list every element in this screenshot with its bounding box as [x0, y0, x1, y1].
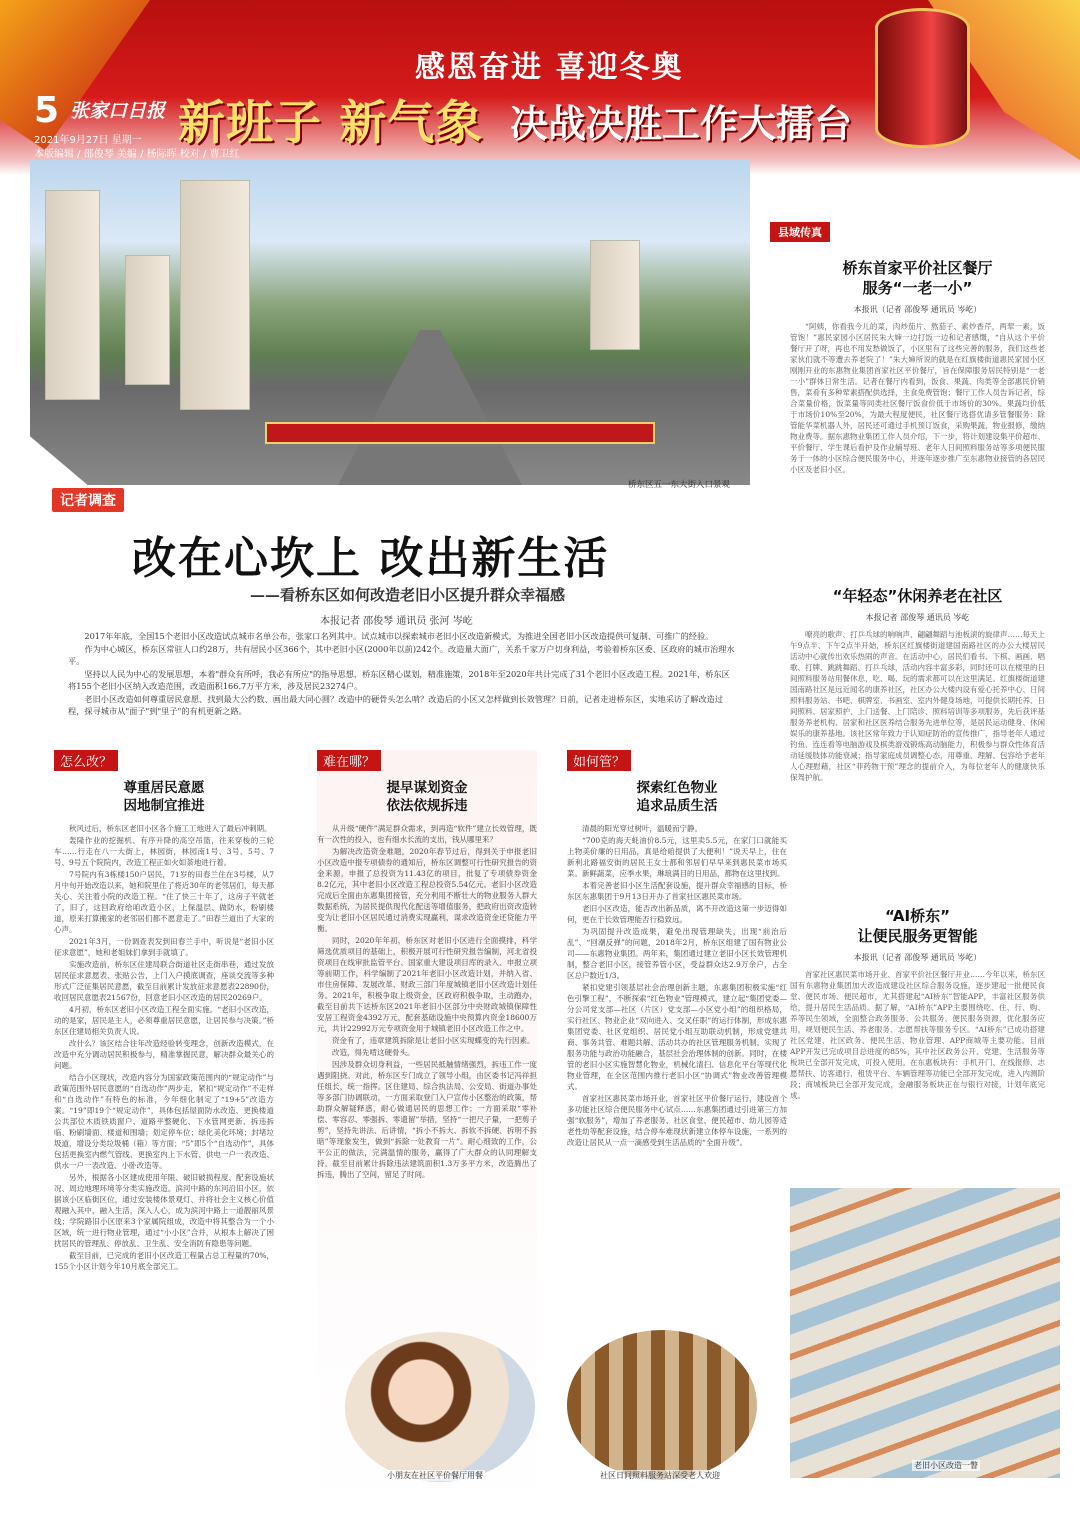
- paragraph: 同时，2020年年初，桥东区对老旧小区进行全面摸排，科学筛选优质项目的基础上，积极开展可行性研究报告编制，河北省投资项目在线审批监管平台、国家重大建设项目库的录入、申报立项等前期工作，科学编制了2021年老旧小区改造计划，并纳入省、市住房保障、发展改革、财政三部门年度城镇老旧小区改造计划任务。2021年，积极争取上级资金，区政府积极争取，主动跑办，截至目前共下达桥东区2021年老旧小区部分中央财政城镇保障性安居工程资金4392万元，配套基础设施中央预算内资金18600万元，共计22992万元专项资金用于城镇老旧小区改造工作之中。: [317, 936, 537, 1033]
- paragraph: 紧扣党建引领基层社会治理创新主题，东惠集团积极实施“红色引擎工程”，不断探索“红色物业”管理模式，建立起“集团党委—分公司党支部—社区（片区）党支部—小区党小组”的组织格局，实行社区、物业企业“双向进入、交叉任职”的运行体制，形成东惠集团党委、社区党组织、居民党小组互助联动机制，形成党建共商、事务共管、难题共解、活动共办的社区管理服务机制，实现了服务功能与政治功能融合，基层社会治理体制的创新。同时，在楼管的老旧小区实施智慧化物业，机械化清扫、信息化平台等现代化物业管理，在全区范围内推行老旧小区“协调式”物业改善管理模式。: [567, 983, 787, 1091]
- sidebar-article-ai: [790, 906, 1045, 1186]
- paragraph: 资金有了，违章建筑拆除是让老旧小区实现蝶变的先行因素。: [332, 1036, 535, 1045]
- section-body: [54, 823, 274, 1272]
- sidebar-article-elderly: [790, 586, 1045, 886]
- section-label: 怎么改？: [54, 750, 118, 771]
- editor-credits: 本版编辑 / 邵俊琴 美编 / 杨际晖 校对 / 曹卫红: [34, 149, 240, 160]
- intro-paragraph: 作为中心城区，桥东区常驻人口约28万，共有居民小区366个，其中老旧小区(2000年以前)242个。改造量大面广，关系千家万户切身利益，考验着桥东区委、区政府的城市治理水平。: [68, 644, 735, 666]
- sidebar-article-canteen: [790, 258, 1045, 558]
- sidebar-title: “AI桥东” 让便民服务更智能: [857, 907, 978, 945]
- photo-caption: 桥东区五一东大街入口景观: [628, 480, 731, 490]
- paragraph: 改什么？该区结合往年改造经验转变理念，创新改造模式，在改造中充分调动居民积极参与，精准掌握民意，解决群众最关心的问题。: [54, 1039, 274, 1070]
- paragraph: 清晨的阳光穿过树叶，温暖而宁静。: [582, 824, 702, 833]
- column-how-to-renovate: [54, 750, 274, 1510]
- paper-logo: 张家口日报: [70, 100, 166, 122]
- sidebar-body: 首家社区惠民菜市场开业、首家平价社区餐厅开业……今年以来，桥东区国有东惠物业集团加大改造成建设社区综合服务设施，逐步建起一批便民食堂、便民市场、便民超市，尤其搭建起“AI桥东”智能APP，丰富社区服务供给，提升居民生活品质。据了解，“AI桥东”APP主要围绕吃、住、行、购、养等民生领域，全面整合政务服务、公共服务、便民服务资源，优化服务应用，规划便民生活、养老服务、志愿帮扶等服务专区。“AI桥东”已成功搭建社区党建、社区政务、便民生活、物业管理、APP商城等主要功能。目前APP开发已完成项目总进度的85%，其中社区政务公开、党建、生活服务等板块已全部开发完成，可投入使用。在东惠板块有：手机开门、在线报修、志愿帮扶、访客通行、租赁平台、车辆管理等功能已全部开发完成，进入内测阶段；商城板块已全部开发完成，金融服务板块正在与银行对接，计划年底完成。: [790, 970, 1045, 1100]
- sidebar-body: 嘹亮的歌声、打乒乓球的响响声、翩翩舞蹈与池板滚的旋律声……每天上午9点半、下午2点半开始，桥东区红旗楼街道建国南路社区的办公大楼居民活动中心就传出欢乐热闹的声音。在活动中心，居民们看书、下棋、画画、唱歌、打牌、跳跳舞蹈、打乒乓球，活动内容丰富多彩，同时还可以在楼里的日间照料服务站用餐休息，吃、喝、玩的需求都可以在这里满足。红旗楼街道建国南路社区是远近闻名的康养社区，社区办公大楼内设有爱心托养中心、日间照料服务站、书吧、棋牌室、书画室、室内外健身场地，可提供长期托养、日间照料、居家照护、上门送餐、上门陪诊、照料培训等多项服务，先后获评基服务养老机构、居家和社区医养结合服务先进单位等，是居民运动健身、休闲娱乐的康养基地。该社区常年致力于认知症防治的宣传推广，指导老年人通过钓鱼、连连看等电脑游戏及棋类游戏锻炼高动脑能力，积极参与群众性体育活动延缓肢体功能衰减；指导家庭成员调整心态，用尊重、理解、包容给予老年人心理慰藉，社区“菲药物干预”理念的提前介入，为每位老年人的健康快乐保驾护航。: [790, 630, 1045, 782]
- paragraph: 截至目前，已完成的老旧小区改造工程量占总工程量的70%，155个小区计划今年10月底全部完工。: [54, 1251, 274, 1271]
- article-intro: [68, 630, 736, 718]
- paragraph: 为解决改造资金难题，2020年春节过后，得到关于申报老旧小区改造中报专项债券的通知后，桥东区调整可行性研究报告的资金来源，申报了总投资为11.43亿的项目，批复了专项债券资金8.2亿元，其中老旧小区改造工程总投资5.54亿元。老旧小区改造完成后全面由东惠集团接管，充分利用不断壮大的物业服务人群大数据系统，为居民提供现代化配送等增值服务，把政府出资改造转变为让老旧小区居民通过消费实现赢利，谋求改造资金还贷能力平衡。: [317, 847, 537, 933]
- sidebar-byline: 本报记者 邵俊琴 通讯员 岑屹: [865, 613, 970, 622]
- sidebar-body: “阿姨，你看我今儿的菜，肉炒茄片、熬茄子、素炒香芹，两荤一素，饭管饱！”惠民家园小区居民朱大婶一边打饭一边和记者感慨，“自从这个平价餐厅开了呀，再也不用发愁做饭了，小区里有了这些完善的服务，我们这些老家伙们就不等遭去养老院了！”朱大婶所说的就是在红旗楼街道惠民家园小区刚刚开业的东惠物业集团首家社区平价餐厅，旨在保障服务居民特别是“一老一小”群体日常生活。记者在餐厅内看到，饭食、果蔬、肉类等全部惠民价销售，菜肴有多种荤素搭配供选择，主食免费管饱；餐厅工作人员告诉记者，综合菜量价格，饭菜量等同类社区餐厅饭食价低于市场价的30%。果蔬均价低于市场价10%至20%，为最大程度便民，社区餐厅选搭优请多管餐服务：除管能华菜机器人外，居民还可通过手机预订饭食，采购果蔬，物业报修，缴纳物业费等。据东惠物业集团工作人员介绍，下一步，将计划建设集平价超市、平价餐厅、学生课后看护及作业辅导班、老年人日间照料服务站等多项便民服务于一体的小区综合便民服务中心，并逐年逐步推广至东惠物业接管的各居民小区及老旧小区。: [790, 322, 1045, 474]
- paragraph: 改造，得先啃这硬骨头。: [332, 1048, 415, 1057]
- dateline: [34, 134, 240, 162]
- issue-date: 2021年9月27日 星期一: [34, 135, 142, 146]
- renovated-buildings-photo: [790, 1188, 1060, 1478]
- section-title: 尊重居民意愿 因地制宜推进: [123, 780, 205, 814]
- building-image: [125, 255, 170, 385]
- banner-headline: 新班子 新气象: [178, 96, 484, 151]
- day-care-center-photo: [567, 1330, 757, 1480]
- photo-caption: 老旧小区改造一瞥: [914, 1461, 978, 1470]
- paragraph: 4月初，桥东区老旧小区改造工程全面实施。“老旧小区改造，动的是家，居民是主人，必须尊重居民意愿，让居民参与决策。”桥东区住建局相关负责人说。: [54, 1005, 274, 1036]
- building-image: [180, 180, 250, 410]
- sidebar-byline: 本报讯（记者 邵俊琴 通讯员 岑屹）: [853, 953, 982, 962]
- paragraph: 本着完善老旧小区生活配套设施，提升群众幸福感的目标，桥东区东惠集团于9月13日开办了首家社区惠民菜市场。: [567, 881, 787, 901]
- photo-caption: 小朋友在社区平价餐厅用餐: [387, 1471, 483, 1480]
- article-subtitle: ——看桥东区如何改造老旧小区提升群众幸福感: [250, 586, 566, 604]
- section-label: 难在哪？: [317, 750, 381, 771]
- avenue-image: [330, 330, 530, 485]
- archway-image: [265, 422, 655, 444]
- paragraph: 为巩固提升改造成果，避免出现管理缺失，出现“前治后乱”、“回潮反弹”的问题，2018年2月，桥东区组建了国有物业公司——东惠物业集团。两年来，集团通过建立老旧小区长效管理机制，整合老旧小区，接管养管小区，受益群众达2.9万余户，占全区总户数近1/3。: [567, 927, 787, 980]
- intro-paragraph: 2017年年底，全国15个老旧小区改造试点城市名单公布，张家口名列其中。试点城市以探索城市老旧小区改造新模式，为推进全国老旧小区改造提供可复制、可推广的经验。: [84, 631, 714, 641]
- article-title: 改在心坎上 改出新生活: [132, 533, 610, 584]
- paragraph: 因涉及群众切身利益，一些居民抵触情绪强烈，拆违工作一度遇到阻挠。对此，桥东区专门成立了领导小组，由区委书记冯祥担任组长，统一指挥。区住建局、综合执法局、公安局、街道办事处等多部门协调联动，一方面采取登门入户宣传小区整治的政策，帮助群众解疑释惑，耐心做通居民的思想工作；一方面采取“零补偿、零容忍、零强拆、零遗留”举措，坚持“一把尺子量，一把剪子剪”，坚持先讲法、后讲情，“拆小不拆大、拆软不拆硬、拆明不拆暗”等现象发生，做到“拆除一处教育一片”。耐心细致的工作，公平公正的做法，完满温情的服务，赢得了广大群众的认同理解支持。截至目前累计拆除违法建筑面积1.3万多平方米，改造腾出了拆违，腾出了空间，留足了时间。: [317, 1060, 537, 1179]
- paragraph: 从升级“硬件”满足群众需求，到再造“软件”建立长效管理，既有一次性的投入，也有细水长流的支出，钱从哪里来？: [317, 824, 537, 844]
- intro-paragraph: 老旧小区改造如何尊重居民意愿、找到最大公约数、画出最大同心圆？改造中的硬骨头怎么啃？改造后的小区又怎样做到长效管理？日前，记者走进桥东区，实地采访了解改造过程，探寻城市从"面子"到"里子"的有机更新之路。: [68, 694, 724, 716]
- article-byline: 本报记者 邵俊琴 通讯员 张河 岑屹: [320, 616, 473, 627]
- paragraph: “700克的海天蚝油价8.5元，这里卖5.5元，在家门口就能买上物美价廉的日用品，真是给咱提供了大便利！”说天早上，住在新利北路福安街的居民王女士都和邻居们早早来到惠民菜市场买菜。新鲜蔬菜，应季水果，琳琅满目的日用品，都物在这里找到。: [567, 836, 787, 878]
- paragraph: 结合小区现状，改造内容分为国家政策范围内的“规定动作”与政策范围外居民意愿的“自选动作”两步走，紧扣“规定动作”不走样和“自选动作”有特色的标准，今年细化制定了“19+5”改造方案。“19”即19个“规定动作”，具体包括屋面防水改造、更换楼道公共部位木质铁质窗户、道路平整硬化、下水管网更新、拆违拆临、粉刷墙面、楼道和围墙；划定停车位；绿化美化环境；封堵垃圾道，增设分类垃圾桶（箱）等方面；“5”即5个“自选动作”，具体包括更换室内燃气管线、更换室内上下水管、供电一户一表改造、供水一户一表改造、小卧改造等。: [54, 1073, 274, 1170]
- section-title: 提早谋划资金 依法依规拆违: [386, 780, 468, 814]
- section-body: [567, 823, 787, 1148]
- paragraph: 老旧小区改造，能否改出新品质，离不开改造这第一步迈得如何，更在于长效管理能否行稳致远。: [567, 904, 787, 924]
- paragraph: 秋风过后，桥东区老旧小区各个施工工地进入了最后冲刺期。: [69, 824, 272, 833]
- sidebar-byline: 本报讯（记者 邵俊琴 通讯员 岑屹）: [853, 305, 982, 314]
- paragraph: 实施改造前，桥东区住建局联合街道社区走街串巷，通过发放居民征求意愿表、张贴公告，上门入户摸底调查，座谈交流等多种形式广泛征集居民意愿，截至目前累计发放征求意愿表22890份，收回居民意愿表21567份，回意老旧小区改造的居民20269户。: [54, 960, 274, 1002]
- paragraph: 首家社区惠民菜市场开业，首家社区平价餐厅运行，建设首个多功能社区综合便民服务中心试点……东惠集团通过引进第三方加强“软服务”，增加了养老服务、社区食堂、便民超市、幼儿园等适老性幼等配套设施，结合停车难现状新建立体停车设施，一系列的改造让居民从一点一滴感受到生活品质的“全面升级”。: [567, 1094, 787, 1147]
- paragraph: 2021年3月，一份调查表发到田春兰手中，听说是“老旧小区征求意愿”，她和老姐妹们拿到手就填了。: [54, 937, 274, 957]
- county-news-tag: 县域传真: [770, 222, 830, 242]
- reporter-survey-tag: 记者调查: [52, 488, 124, 512]
- banner-subheadline: 决战决胜工作大擂台: [510, 102, 853, 146]
- paragraph: 7号院内有3栋楼150户居民，71岁的田春兰住在3号楼，从7月中旬开始改造以来，她和院里住了将近30年的老邻居们，每天都关心、关注着小院的改造工程。“住了快三十年了，这房子平就老了，旧了，这回政府给咱改造小区，上保温层、做防水，粉刷楼道，原来打算搬家的老邻居们都不愿意走了。”田春兰道出了大家的心声。: [54, 870, 274, 934]
- slogan: 感恩奋进 喜迎冬奥: [415, 50, 684, 85]
- page-number: 5: [34, 90, 60, 131]
- drum-decoration: [875, 8, 970, 148]
- section-body: [317, 823, 537, 1180]
- section-title: 探索红色物业 追求品质生活: [636, 780, 718, 814]
- building-image: [590, 240, 640, 350]
- paragraph: 另外，根据各小区建成使用年限、破旧破损程度、配套设施状况、周边地理环境等分类实施改造。滨河中路的东河沿旧小区，依据该小区临街区位，通过安装楼体景观灯、并将社会主义核心价值观融入其中，融入生活，深入人心，成为滨河中路上一道靓丽风景线；学院路旧小区原来3个家属院组成，改造中将其整合为一个小区域，统一进行物业管理，通过“小小区”合并，从根本上解决了困扰居民的管理乱、停放乱、卫生乱、安全消防有隐患等问题。: [54, 1173, 274, 1248]
- paragraph: 轰隆作业的挖掘机、有序升降的高空吊篮，往来穿梭的三轮车……行走在八一大街上，林园街，林园南1号、3号、5号、7号、9号五个院院内，改造工程正如火如荼地进行着。: [54, 836, 274, 867]
- building-image: [45, 190, 100, 400]
- header-banner: [0, 0, 1080, 175]
- intro-paragraph: 坚持以人民为中心的发展思想，本着"群众有所呼，我必有所应"的指导思想，桥东区精心谋划，精准施策，2018年至2020年共计完成了31个老旧小区改造工程。2021年，桥东区将155个老旧小区纳入改造范围，改造面积166.7万平方米，涉及居民23274户。: [68, 669, 730, 691]
- road-photo: [30, 160, 750, 485]
- photo-caption: 社区日间照料服务站深受老人欢迎: [600, 1471, 720, 1480]
- sidebar-title: “年轻态”休闲养老在社区: [832, 587, 1003, 605]
- red-flag-decoration: [0, 0, 150, 150]
- child-dining-photo: [345, 1332, 535, 1482]
- sidebar-title: 桥东首家平价社区餐厅 服务“一老一小”: [842, 259, 993, 297]
- section-label: 如何管？: [567, 750, 631, 771]
